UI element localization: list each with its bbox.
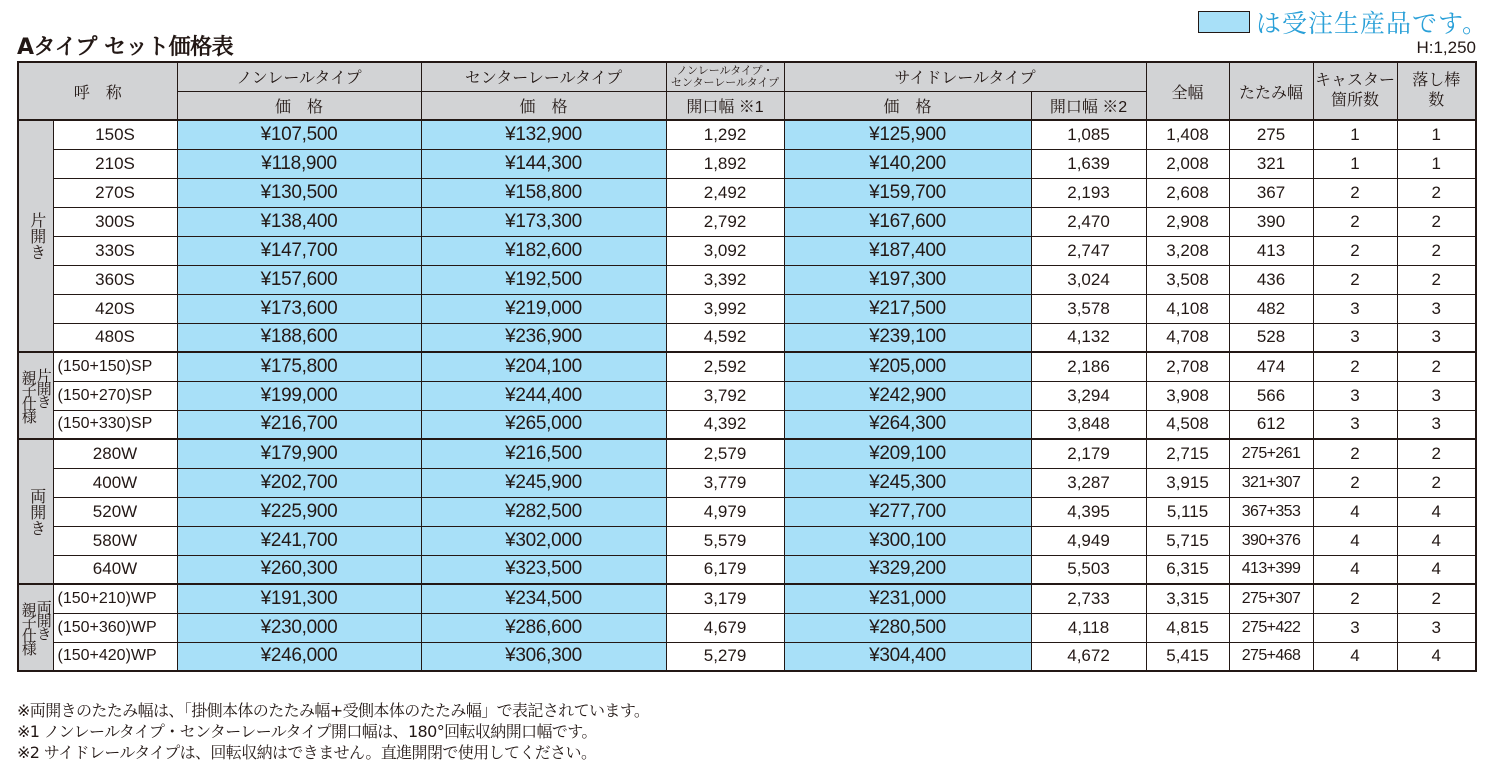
model-name: 400W (53, 468, 177, 497)
cell-dropbar: 3 (1397, 381, 1476, 410)
cell-folded: 275 (1229, 120, 1313, 149)
cell-side: ¥242,900 (784, 381, 1031, 410)
cell-total: 3,315 (1146, 584, 1229, 613)
cell-folded: 275+468 (1229, 642, 1313, 671)
cell-folded: 275+422 (1229, 613, 1313, 642)
cell-dropbar: 4 (1397, 642, 1476, 671)
cell-side: ¥300,100 (784, 526, 1031, 555)
cell-folded: 321+307 (1229, 468, 1313, 497)
table-row (18, 613, 1476, 642)
cell-nonrail: ¥138,400 (177, 207, 421, 236)
cell-total: 4,815 (1146, 613, 1229, 642)
cell-nonrail: ¥188,600 (177, 323, 421, 352)
cell-opening1: 2,592 (666, 352, 784, 381)
cell-nonrail: ¥199,000 (177, 381, 421, 410)
table-body (18, 120, 1476, 671)
cell-opening1: 1,292 (666, 120, 784, 149)
cell-side: ¥231,000 (784, 584, 1031, 613)
cell-total: 4,108 (1146, 294, 1229, 323)
cell-nonrail: ¥191,300 (177, 584, 421, 613)
cell-center: ¥182,600 (421, 236, 666, 265)
cell-opening1: 4,392 (666, 410, 784, 439)
cell-nonrail: ¥130,500 (177, 178, 421, 207)
table-row (18, 526, 1476, 555)
cell-folded: 436 (1229, 265, 1313, 294)
model-name: 210S (53, 149, 177, 178)
cell-folded: 275+261 (1229, 439, 1313, 468)
cell-nonrail: ¥225,900 (177, 497, 421, 526)
header-nonrail: ノンレールタイプ (177, 62, 421, 91)
model-name: 360S (53, 265, 177, 294)
cell-nonrail: ¥179,900 (177, 439, 421, 468)
header-opening-types-line1: ノンレールタイプ・ (676, 64, 774, 77)
cell-opening1: 3,779 (666, 468, 784, 497)
table-row (18, 381, 1476, 410)
cell-total: 5,415 (1146, 642, 1229, 671)
cell-caster: 2 (1313, 352, 1397, 381)
header-total-width: 全幅 (1146, 62, 1229, 120)
cell-caster: 2 (1313, 584, 1397, 613)
model-name: (150+270)SP (53, 381, 177, 410)
cell-nonrail: ¥202,700 (177, 468, 421, 497)
cell-center: ¥245,900 (421, 468, 666, 497)
cell-side: ¥197,300 (784, 265, 1031, 294)
group-label-text: 片開き (27, 212, 45, 260)
header-row-1 (18, 62, 1476, 91)
cell-total: 2,715 (1146, 439, 1229, 468)
cell-side: ¥245,300 (784, 468, 1031, 497)
cell-opening2: 4,395 (1031, 497, 1146, 526)
cell-dropbar: 2 (1397, 584, 1476, 613)
group-label-text: 両開き (27, 487, 45, 536)
cell-opening2: 4,118 (1031, 613, 1146, 642)
cell-folded: 528 (1229, 323, 1313, 352)
header-side-price: 価 格 (784, 91, 1031, 120)
cell-nonrail: ¥241,700 (177, 526, 421, 555)
cell-side: ¥187,400 (784, 236, 1031, 265)
cell-folded: 566 (1229, 381, 1313, 410)
header-caster-line1: キャスター (1315, 72, 1396, 89)
model-name: (150+330)SP (53, 410, 177, 439)
cell-nonrail: ¥246,000 (177, 642, 421, 671)
cell-total: 2,608 (1146, 178, 1229, 207)
cell-opening1: 2,579 (666, 439, 784, 468)
cell-total: 3,208 (1146, 236, 1229, 265)
cell-opening1: 2,492 (666, 178, 784, 207)
group-label (18, 120, 53, 352)
cell-dropbar: 3 (1397, 613, 1476, 642)
table-row (18, 265, 1476, 294)
cell-caster: 2 (1313, 207, 1397, 236)
model-name: (150+210)WP (53, 584, 177, 613)
table-row (18, 178, 1476, 207)
cell-folded: 367+353 (1229, 497, 1313, 526)
cell-opening2: 3,578 (1031, 294, 1146, 323)
group-label-combo (18, 584, 53, 671)
cell-center: ¥219,000 (421, 294, 666, 323)
group-label-right: 両開き (34, 600, 52, 639)
price-table (17, 61, 1477, 672)
cell-opening1: 6,179 (666, 555, 784, 584)
cell-folded: 413 (1229, 236, 1313, 265)
header-nonrail-price: 価 格 (177, 91, 421, 120)
cell-caster: 2 (1313, 468, 1397, 497)
cell-opening2: 2,733 (1031, 584, 1146, 613)
cell-total: 3,908 (1146, 381, 1229, 410)
cell-folded: 413+399 (1229, 555, 1313, 584)
cell-dropbar: 2 (1397, 178, 1476, 207)
model-name: 640W (53, 555, 177, 584)
cell-opening2: 2,193 (1031, 178, 1146, 207)
cell-dropbar: 4 (1397, 526, 1476, 555)
header-side: サイドレールタイプ (784, 62, 1146, 91)
cell-opening1: 4,979 (666, 497, 784, 526)
footnote-1: ※1 ノンレールタイプ・センターレールタイプ開口幅は、180°回転収納開口幅です。 (17, 722, 597, 741)
cell-center: ¥265,000 (421, 410, 666, 439)
legend (1198, 4, 1488, 40)
cell-side: ¥140,200 (784, 149, 1031, 178)
height-label: H:1,250 (1416, 38, 1476, 57)
cell-total: 2,008 (1146, 149, 1229, 178)
table-row (18, 294, 1476, 323)
header-caster-line2: 箇所数 (1331, 92, 1380, 109)
model-name: 270S (53, 178, 177, 207)
group-label-left: 親子仕様 (19, 369, 37, 422)
cell-caster: 3 (1313, 613, 1397, 642)
cell-dropbar: 4 (1397, 555, 1476, 584)
footnote-folded: ※両開きのたたみ幅は、「掛側本体のたたみ幅+受側本体のたたみ幅」で表記されています。 (17, 701, 650, 720)
cell-nonrail: ¥157,600 (177, 265, 421, 294)
cell-dropbar: 4 (1397, 497, 1476, 526)
cell-dropbar: 3 (1397, 323, 1476, 352)
cell-center: ¥282,500 (421, 497, 666, 526)
table-row (18, 468, 1476, 497)
cell-center: ¥216,500 (421, 439, 666, 468)
table-row (18, 207, 1476, 236)
cell-nonrail: ¥216,700 (177, 410, 421, 439)
cell-center: ¥306,300 (421, 642, 666, 671)
model-name: 480S (53, 323, 177, 352)
cell-opening1: 5,279 (666, 642, 784, 671)
cell-side: ¥239,100 (784, 323, 1031, 352)
cell-total: 5,115 (1146, 497, 1229, 526)
cell-nonrail: ¥118,900 (177, 149, 421, 178)
cell-total: 2,908 (1146, 207, 1229, 236)
cell-dropbar: 2 (1397, 468, 1476, 497)
cell-side: ¥304,400 (784, 642, 1031, 671)
cell-side: ¥217,500 (784, 294, 1031, 323)
header-opening1: 開口幅 ※1 (666, 91, 784, 120)
cell-side: ¥159,700 (784, 178, 1031, 207)
cell-folded: 367 (1229, 178, 1313, 207)
cell-dropbar: 3 (1397, 294, 1476, 323)
cell-dropbar: 2 (1397, 352, 1476, 381)
header-opening-types-line2: センターレールタイプ (670, 76, 780, 89)
table-row (18, 236, 1476, 265)
table-row (18, 120, 1476, 149)
table-row (18, 323, 1476, 352)
cell-center: ¥158,800 (421, 178, 666, 207)
cell-caster: 1 (1313, 149, 1397, 178)
group-label-right: 片開き (34, 368, 52, 407)
cell-folded: 321 (1229, 149, 1313, 178)
cell-opening2: 5,503 (1031, 555, 1146, 584)
cell-opening1: 3,392 (666, 265, 784, 294)
cell-center: ¥286,600 (421, 613, 666, 642)
table-row (18, 497, 1476, 526)
cell-opening2: 3,024 (1031, 265, 1146, 294)
cell-opening2: 3,848 (1031, 410, 1146, 439)
table-row (18, 584, 1476, 613)
model-name: 580W (53, 526, 177, 555)
cell-dropbar: 1 (1397, 149, 1476, 178)
cell-side: ¥205,000 (784, 352, 1031, 381)
cell-folded: 390 (1229, 207, 1313, 236)
header-center: センターレールタイプ (421, 62, 666, 91)
table-row (18, 642, 1476, 671)
cell-side: ¥125,900 (784, 120, 1031, 149)
header-dropbar-line2: 数 (1428, 92, 1445, 109)
cell-side: ¥280,500 (784, 613, 1031, 642)
cell-side: ¥329,200 (784, 555, 1031, 584)
model-name: 420S (53, 294, 177, 323)
cell-total: 1,408 (1146, 120, 1229, 149)
cell-caster: 4 (1313, 497, 1397, 526)
cell-center: ¥244,400 (421, 381, 666, 410)
cell-folded: 275+307 (1229, 584, 1313, 613)
cell-caster: 3 (1313, 410, 1397, 439)
cell-dropbar: 2 (1397, 207, 1476, 236)
cell-dropbar: 3 (1397, 410, 1476, 439)
cell-opening1: 1,892 (666, 149, 784, 178)
cell-dropbar: 2 (1397, 236, 1476, 265)
model-name: (150+150)SP (53, 352, 177, 381)
cell-total: 3,915 (1146, 468, 1229, 497)
cell-center: ¥144,300 (421, 149, 666, 178)
cell-total: 6,315 (1146, 555, 1229, 584)
group-label (18, 439, 53, 584)
cell-center: ¥236,900 (421, 323, 666, 352)
model-name: 280W (53, 439, 177, 468)
model-name: (150+360)WP (53, 613, 177, 642)
cell-center: ¥234,500 (421, 584, 666, 613)
header-dropbar (1397, 62, 1476, 120)
cell-opening2: 1,085 (1031, 120, 1146, 149)
cell-opening2: 3,287 (1031, 468, 1146, 497)
cell-caster: 4 (1313, 555, 1397, 584)
cell-caster: 2 (1313, 439, 1397, 468)
table-row (18, 410, 1476, 439)
cell-opening2: 2,747 (1031, 236, 1146, 265)
cell-center: ¥302,000 (421, 526, 666, 555)
cell-center: ¥323,500 (421, 555, 666, 584)
cell-dropbar: 2 (1397, 265, 1476, 294)
cell-caster: 3 (1313, 294, 1397, 323)
cell-dropbar: 2 (1397, 439, 1476, 468)
cell-opening1: 3,179 (666, 584, 784, 613)
cell-folded: 612 (1229, 410, 1313, 439)
cell-side: ¥167,600 (784, 207, 1031, 236)
model-name: 520W (53, 497, 177, 526)
cell-side: ¥264,300 (784, 410, 1031, 439)
cell-opening2: 4,672 (1031, 642, 1146, 671)
table-row (18, 149, 1476, 178)
header-dropbar-line1: 落し棒 (1412, 72, 1461, 89)
cell-nonrail: ¥173,600 (177, 294, 421, 323)
cell-caster: 3 (1313, 381, 1397, 410)
cell-opening2: 2,179 (1031, 439, 1146, 468)
cell-opening1: 3,092 (666, 236, 784, 265)
cell-opening2: 4,949 (1031, 526, 1146, 555)
header-folded-width: たたみ幅 (1229, 62, 1313, 120)
cell-opening1: 5,579 (666, 526, 784, 555)
legend-swatch (1198, 11, 1250, 33)
cell-opening2: 1,639 (1031, 149, 1146, 178)
cell-caster: 2 (1313, 178, 1397, 207)
header-opening2: 開口幅 ※2 (1031, 91, 1146, 120)
cell-opening2: 2,470 (1031, 207, 1146, 236)
header-opening-types (666, 62, 784, 91)
cell-opening1: 4,679 (666, 613, 784, 642)
cell-caster: 1 (1313, 120, 1397, 149)
header-caster (1313, 62, 1397, 120)
legend-text: は受注生産品です。 (1256, 9, 1489, 38)
cell-caster: 4 (1313, 526, 1397, 555)
cell-total: 4,708 (1146, 323, 1229, 352)
model-name: 300S (53, 207, 177, 236)
cell-caster: 2 (1313, 265, 1397, 294)
cell-total: 3,508 (1146, 265, 1229, 294)
cell-opening2: 4,132 (1031, 323, 1146, 352)
cell-total: 4,508 (1146, 410, 1229, 439)
cell-nonrail: ¥175,800 (177, 352, 421, 381)
header-name: 呼 称 (18, 62, 177, 120)
cell-folded: 390+376 (1229, 526, 1313, 555)
cell-caster: 4 (1313, 642, 1397, 671)
cell-total: 5,715 (1146, 526, 1229, 555)
cell-nonrail: ¥107,500 (177, 120, 421, 149)
cell-total: 2,708 (1146, 352, 1229, 381)
cell-folded: 482 (1229, 294, 1313, 323)
footnotes (17, 700, 649, 763)
cell-opening1: 2,792 (666, 207, 784, 236)
table-row (18, 439, 1476, 468)
group-label-left: 親子仕様 (19, 601, 37, 654)
cell-center: ¥132,900 (421, 120, 666, 149)
cell-opening2: 3,294 (1031, 381, 1146, 410)
model-name: (150+420)WP (53, 642, 177, 671)
cell-opening1: 3,992 (666, 294, 784, 323)
cell-side: ¥209,100 (784, 439, 1031, 468)
cell-nonrail: ¥260,300 (177, 555, 421, 584)
page-title: Aタイプ セット価格表 (17, 35, 234, 60)
model-name: 150S (53, 120, 177, 149)
cell-caster: 3 (1313, 323, 1397, 352)
cell-center: ¥204,100 (421, 352, 666, 381)
cell-dropbar: 1 (1397, 120, 1476, 149)
cell-center: ¥192,500 (421, 265, 666, 294)
cell-opening2: 2,186 (1031, 352, 1146, 381)
table-row (18, 352, 1476, 381)
model-name: 330S (53, 236, 177, 265)
footnote-2: ※2 サイドレールタイプは、回転収納はできません。直進開閉で使用してください。 (17, 743, 597, 762)
cell-caster: 2 (1313, 236, 1397, 265)
cell-nonrail: ¥147,700 (177, 236, 421, 265)
cell-nonrail: ¥230,000 (177, 613, 421, 642)
cell-opening1: 3,792 (666, 381, 784, 410)
cell-folded: 474 (1229, 352, 1313, 381)
cell-opening1: 4,592 (666, 323, 784, 352)
cell-center: ¥173,300 (421, 207, 666, 236)
header-center-price: 価 格 (421, 91, 666, 120)
group-label-combo (18, 352, 53, 439)
table-row (18, 555, 1476, 584)
cell-side: ¥277,700 (784, 497, 1031, 526)
